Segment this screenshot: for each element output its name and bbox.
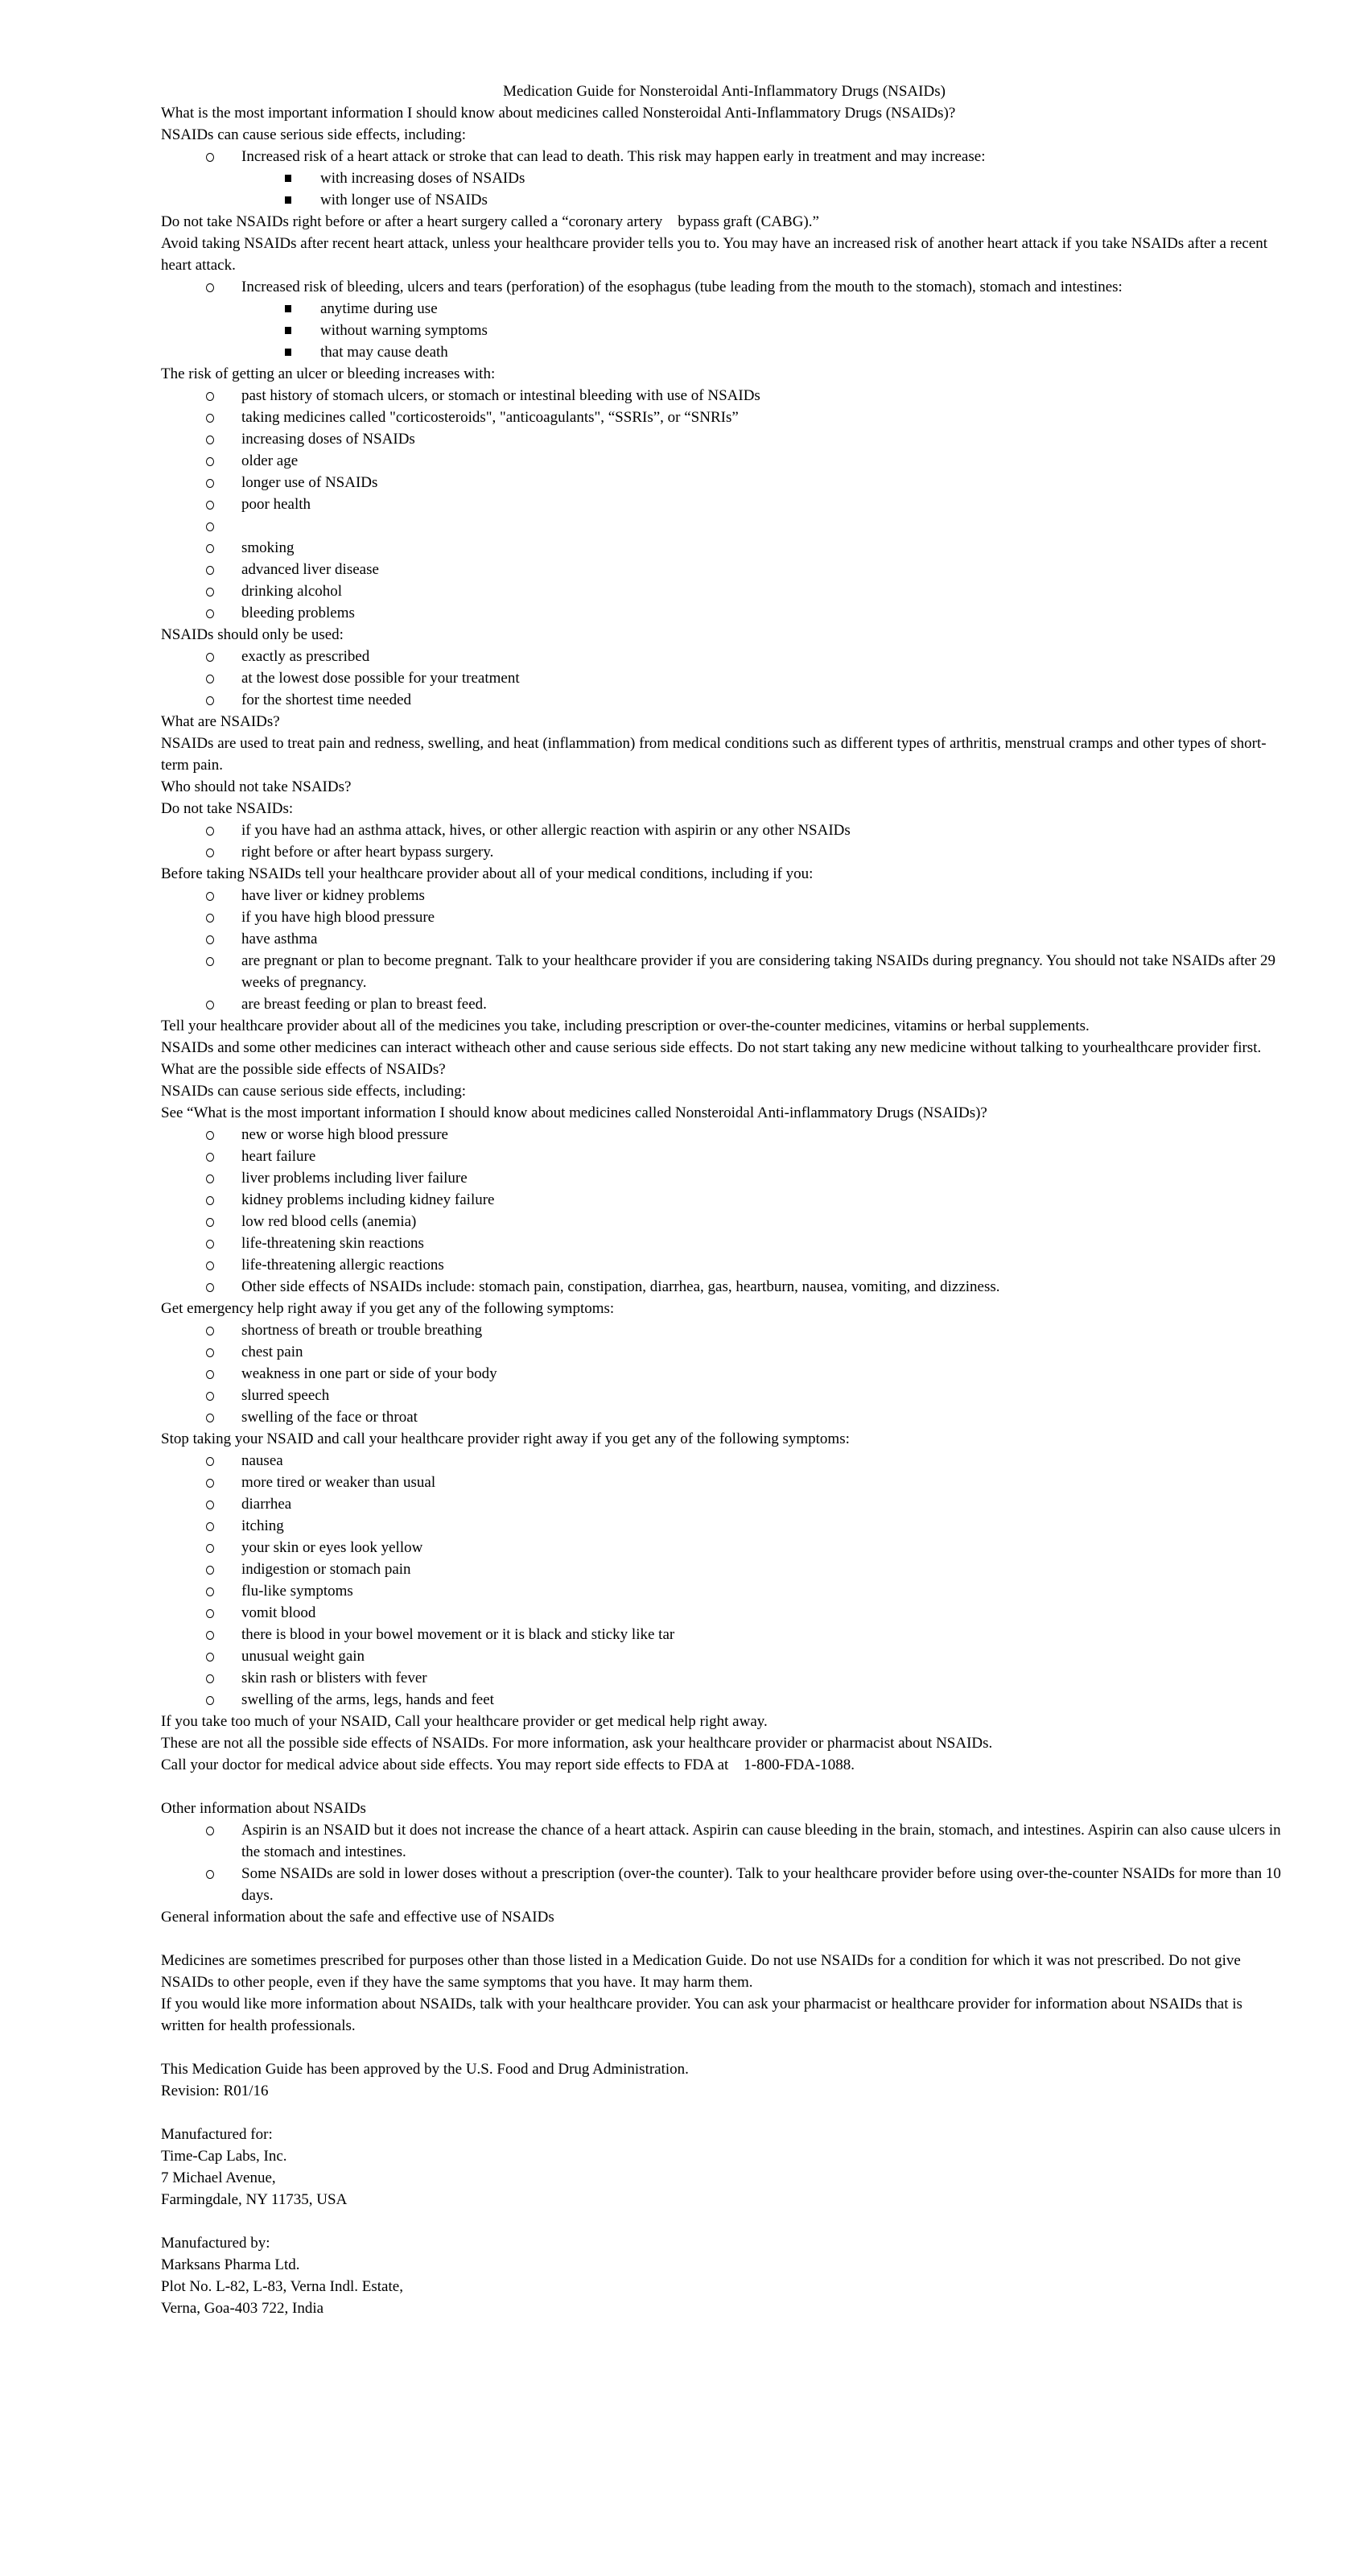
circle-bullet-icon: [206, 1327, 214, 1335]
paragraph: What are NSAIDs?: [161, 713, 280, 730]
paragraph: If you take too much of your NSAID, Call your healthcare provider or get medical help right away.: [161, 1713, 768, 1730]
bullet-text: itching: [241, 1517, 284, 1534]
bullet-item: [161, 385, 1288, 407]
bullet-text: heart failure: [241, 1148, 316, 1165]
bullet-text: older age: [241, 452, 299, 469]
bullet-text: Some NSAIDs are sold in lower doses without a prescription (over-the counter). Talk to your healthcare provider before using over-the-counter NSAIDs for more than 10 days.: [241, 1865, 1285, 1904]
bullet-item: [161, 1819, 1288, 1863]
bullet-text: more tired or weaker than usual: [241, 1474, 436, 1491]
circle-bullet-icon: [206, 479, 214, 488]
circle-bullet-icon: [206, 653, 214, 662]
bullet-item: [161, 819, 1288, 841]
bullet-text: slurred speech: [241, 1387, 330, 1404]
circle-bullet-icon: [206, 1609, 214, 1618]
bullet-item: [161, 1146, 1288, 1167]
bullet-text: drinking alcohol: [241, 583, 343, 600]
circle-bullet-icon: [206, 1414, 214, 1422]
sub-bullet-item: [161, 167, 1288, 189]
bullet-item: [161, 602, 1288, 624]
bullet-text: bleeding problems: [241, 605, 355, 621]
bullet-text: anytime during use: [320, 300, 438, 317]
circle-bullet-icon: [206, 1696, 214, 1705]
bullet-text: have liver or kidney problems: [241, 887, 425, 904]
circle-bullet-icon: [206, 914, 214, 923]
bullet-text: diarrhea: [241, 1496, 292, 1513]
circle-bullet-icon: [206, 1240, 214, 1249]
paragraph: Farmingdale, NY 11735, USA: [161, 2191, 348, 2208]
circle-bullet-icon: [206, 1566, 214, 1575]
circle-bullet-icon: [206, 544, 214, 553]
bullet-item: [161, 689, 1288, 711]
bullet-item: [161, 1645, 1288, 1667]
bullet-text: without warning symptoms: [320, 322, 488, 339]
circle-bullet-icon: [206, 827, 214, 836]
bullet-text: Aspirin is an NSAID but it does not increase the chance of a heart attack. Aspirin can cause bleeding in the brain, stomach, and intestines. Aspirin can also cause ulcers in the stomach and intestines.: [241, 1822, 1285, 1860]
blank-line: [161, 1776, 1288, 1798]
circle-bullet-icon: [206, 1653, 214, 1662]
circle-bullet-icon: [206, 1370, 214, 1379]
bullet-text: taking medicines called "corticosteroids", "anticoagulants", “SSRIs”, or “SNRIs”: [241, 409, 739, 426]
circle-bullet-icon: [206, 1522, 214, 1531]
paragraph: Do not take NSAIDs:: [161, 800, 294, 817]
bullet-item: [161, 841, 1288, 863]
circle-bullet-icon: [206, 283, 214, 292]
circle-bullet-icon: [206, 1218, 214, 1227]
paragraph: Tell your healthcare provider about all of the medicines you take, including prescription or over-the-counter medicines, vitamins or herbal supplements.: [161, 1018, 1090, 1034]
bullet-item: [161, 1385, 1288, 1406]
bullet-item: [161, 928, 1288, 950]
blank-line: [161, 2211, 1288, 2232]
circle-bullet-icon: [206, 1153, 214, 1162]
bullet-item: [161, 1363, 1288, 1385]
paragraph: These are not all the possible side effects of NSAIDs. For more information, ask your healthcare provider or pharmacist about NSAIDs.: [161, 1735, 993, 1752]
circle-bullet-icon: [206, 1348, 214, 1357]
bullet-text: poor health: [241, 496, 311, 513]
paragraph: NSAIDs and some other medicines can interact witheach other and cause serious side effects. Do not start taking any new medicine without talking to yourhealthcare provider first.: [161, 1039, 1262, 1056]
paragraph: If you would like more information about NSAIDs, talk with your healthcare provider. You can ask your pharmacist or healthcare provider for information about NSAIDs that is written for health professionals.: [161, 1996, 1246, 2034]
bullet-item: [161, 1189, 1288, 1211]
bullet-item: [161, 1232, 1288, 1254]
bullet-text: with increasing doses of NSAIDs: [320, 170, 525, 187]
paragraph: Medicines are sometimes prescribed for purposes other than those listed in a Medication Guide. Do not use NSAIDs for a condition for which it was not prescribed. Do not give NSAIDs to other people, even if they have the same symptoms that you have. It may harm them.: [161, 1952, 1245, 1991]
paragraph: Manufactured by:: [161, 2235, 270, 2252]
circle-bullet-icon: [206, 457, 214, 466]
square-bullet-icon: [285, 196, 291, 204]
bullet-item: [161, 515, 1288, 537]
circle-bullet-icon: [206, 1501, 214, 1509]
circle-bullet-icon: [206, 1174, 214, 1183]
circle-bullet-icon: [206, 1827, 214, 1835]
paragraph: Stop taking your NSAID and call your healthcare provider right away if you get any of the following symptoms:: [161, 1430, 850, 1447]
sub-bullet-item: [161, 320, 1288, 341]
bullet-text: life-threatening allergic reactions: [241, 1257, 444, 1274]
circle-bullet-icon: [206, 153, 214, 162]
paragraph: Plot No. L-82, L-83, Verna Indl. Estate,: [161, 2278, 403, 2295]
bullet-item: [161, 993, 1288, 1015]
paragraph: Do not take NSAIDs right before or after a heart surgery called a “coronary artery bypass graft (CABG).”: [161, 213, 819, 230]
bullet-text: your skin or eyes look yellow: [241, 1539, 423, 1556]
bullet-text: at the lowest dose possible for your treatment: [241, 670, 520, 687]
circle-bullet-icon: [206, 935, 214, 944]
paragraph: See “What is the most important information I should know about medicines called Nonsteroidal Anti-inflammatory Drugs (NSAIDs)?: [161, 1104, 987, 1121]
circle-bullet-icon: [206, 1001, 214, 1009]
bullet-item: [161, 667, 1288, 689]
circle-bullet-icon: [206, 1196, 214, 1205]
bullet-item: [161, 1341, 1288, 1363]
circle-bullet-icon: [206, 566, 214, 575]
bullet-item: [161, 1276, 1288, 1298]
bullet-item: [161, 146, 1288, 167]
bullet-item: [161, 646, 1288, 667]
bullet-text: kidney problems including kidney failure: [241, 1191, 495, 1208]
circle-bullet-icon: [206, 609, 214, 618]
bullet-item: [161, 885, 1288, 906]
circle-bullet-icon: [206, 892, 214, 901]
square-bullet-icon: [285, 327, 291, 334]
bullet-text: liver problems including liver failure: [241, 1170, 468, 1187]
circle-bullet-icon: [206, 501, 214, 510]
paragraph: Call your doctor for medical advice about side effects. You may report side effects to FDA at 1-800-FDA-1088.: [161, 1757, 855, 1773]
blank-line: [161, 1928, 1288, 1950]
paragraph: Time-Cap Labs, Inc.: [161, 2148, 287, 2165]
circle-bullet-icon: [206, 1631, 214, 1640]
bullet-text: chest pain: [241, 1344, 303, 1360]
square-bullet-icon: [285, 175, 291, 182]
bullet-item: [161, 428, 1288, 450]
bullet-text: weakness in one part or side of your body: [241, 1365, 497, 1382]
bullet-item: [161, 1319, 1288, 1341]
circle-bullet-icon: [206, 436, 214, 444]
bullet-item: [161, 1515, 1288, 1537]
bullet-item: [161, 1602, 1288, 1624]
bullet-text: swelling of the arms, legs, hands and feet: [241, 1691, 494, 1708]
circle-bullet-icon: [206, 1870, 214, 1879]
bullet-text: flu-like symptoms: [241, 1583, 353, 1600]
bullet-text: past history of stomach ulcers, or stomach or intestinal bleeding with use of NSAIDs: [241, 387, 760, 404]
bullet-text: are breast feeding or plan to breast feed.: [241, 996, 487, 1013]
document-title: Medication Guide for Nonsteroidal Anti-Inflammatory Drugs (NSAIDs): [503, 83, 946, 100]
bullet-text: that may cause death: [320, 344, 448, 361]
bullet-item: [161, 1537, 1288, 1558]
bullet-item: [161, 276, 1288, 298]
circle-bullet-icon: [206, 1544, 214, 1553]
bullet-text: there is blood in your bowel movement or it is black and sticky like tar: [241, 1626, 675, 1643]
circle-bullet-icon: [206, 588, 214, 597]
square-bullet-icon: [285, 305, 291, 312]
bullet-text: vomit blood: [241, 1604, 316, 1621]
paragraph: General information about the safe and effective use of NSAIDs: [161, 1909, 554, 1926]
circle-bullet-icon: [206, 1457, 214, 1466]
paragraph: This Medication Guide has been approved by the U.S. Food and Drug Administration.: [161, 2061, 689, 2078]
bullet-item: [161, 559, 1288, 580]
bullet-item: [161, 1558, 1288, 1580]
paragraph: NSAIDs should only be used:: [161, 626, 344, 643]
bullet-item: [161, 1472, 1288, 1493]
circle-bullet-icon: [206, 957, 214, 966]
sub-bullet-item: [161, 189, 1288, 211]
bullet-text: exactly as prescribed: [241, 648, 370, 665]
circle-bullet-icon: [206, 1674, 214, 1683]
bullet-item: [161, 1624, 1288, 1645]
bullet-text: nausea: [241, 1452, 283, 1469]
circle-bullet-icon: [206, 675, 214, 683]
paragraph: Avoid taking NSAIDs after recent heart attack, unless your healthcare provider tells you to. You may have an increased risk of another heart attack if you take NSAIDs after a recent heart attack.: [161, 235, 1271, 274]
circle-bullet-icon: [206, 1131, 214, 1140]
bullet-text: for the shortest time needed: [241, 691, 412, 708]
bullet-item: [161, 1124, 1288, 1146]
sub-bullet-item: [161, 298, 1288, 320]
bullet-text: Increased risk of bleeding, ulcers and tears (perforation) of the esophagus (tube leading from the mouth to the stomach), stomach and intestines:: [241, 279, 1123, 295]
circle-bullet-icon: [206, 522, 214, 531]
bullet-item: [161, 472, 1288, 493]
bullet-item: [161, 450, 1288, 472]
bullet-text: Increased risk of a heart attack or stroke that can lead to death. This risk may happen early in treatment and may increase:: [241, 148, 986, 165]
bullet-item: [161, 1211, 1288, 1232]
bullet-item: [161, 1863, 1288, 1906]
paragraph: Marksans Pharma Ltd.: [161, 2256, 300, 2273]
bullet-item: [161, 493, 1288, 515]
bullet-text: life-threatening skin reactions: [241, 1235, 424, 1252]
bullet-item: [161, 1689, 1288, 1711]
bullet-text: advanced liver disease: [241, 561, 379, 578]
bullet-text: if you have had an asthma attack, hives, or other allergic reaction with aspirin or any other NSAIDs: [241, 822, 851, 839]
paragraph: Other information about NSAIDs: [161, 1800, 366, 1817]
circle-bullet-icon: [206, 1479, 214, 1488]
bullet-text: are pregnant or plan to become pregnant. Talk to your healthcare provider if you are considering taking NSAIDs during pregnancy. You should not take NSAIDs after 29 weeks of pregnancy.: [241, 952, 1279, 991]
circle-bullet-icon: [206, 1261, 214, 1270]
circle-bullet-icon: [206, 1283, 214, 1292]
bullet-item: [161, 1167, 1288, 1189]
paragraph: The risk of getting an ulcer or bleeding increases with:: [161, 365, 496, 382]
bullet-text: low red blood cells (anemia): [241, 1213, 417, 1230]
circle-bullet-icon: [206, 1392, 214, 1401]
paragraph: What are the possible side effects of NSAIDs?: [161, 1061, 446, 1078]
bullet-item: [161, 950, 1288, 993]
bullet-text: shortness of breath or trouble breathing: [241, 1322, 483, 1339]
bullet-item: [161, 906, 1288, 928]
bullet-item: [161, 1667, 1288, 1689]
bullet-text: right before or after heart bypass surgery.: [241, 844, 494, 861]
bullet-item: [161, 1450, 1288, 1472]
bullet-text: skin rash or blisters with fever: [241, 1670, 427, 1686]
bullet-item: [161, 580, 1288, 602]
bullet-text: if you have high blood pressure: [241, 909, 435, 926]
bullet-item: [161, 407, 1288, 428]
bullet-item: [161, 1406, 1288, 1428]
bullet-text: smoking: [241, 539, 295, 556]
bullet-text: unusual weight gain: [241, 1648, 365, 1665]
paragraph: NSAIDs are used to treat pain and redness, swelling, and heat (inflammation) from medical conditions such as different types of arthritis, menstrual cramps and other types of short-term pain.: [161, 735, 1267, 774]
paragraph: Who should not take NSAIDs?: [161, 778, 352, 795]
circle-bullet-icon: [206, 414, 214, 423]
bullet-text: longer use of NSAIDs: [241, 474, 378, 491]
paragraph: NSAIDs can cause serious side effects, including:: [161, 126, 467, 143]
bullet-text: with longer use of NSAIDs: [320, 192, 488, 208]
bullet-text: Other side effects of NSAIDs include: stomach pain, constipation, diarrhea, gas, heartburn, nausea, vomiting, and dizziness.: [241, 1278, 1000, 1295]
circle-bullet-icon: [206, 696, 214, 705]
bullet-item: [161, 1493, 1288, 1515]
blank-line: [161, 2102, 1288, 2124]
bullet-item: [161, 537, 1288, 559]
paragraph: 7 Michael Avenue,: [161, 2169, 276, 2186]
bullet-text: new or worse high blood pressure: [241, 1126, 448, 1143]
circle-bullet-icon: [206, 848, 214, 857]
bullet-text: have asthma: [241, 931, 318, 947]
paragraph: Get emergency help right away if you get any of the following symptoms:: [161, 1300, 615, 1317]
bullet-item: [161, 1580, 1288, 1602]
blank-line: [161, 2037, 1288, 2058]
paragraph: What is the most important information I should know about medicines called Nonsteroidal Anti-Inflammatory Drugs (NSAIDs)?: [161, 105, 956, 122]
bullet-item: [161, 1254, 1288, 1276]
paragraph: Verna, Goa-403 722, India: [161, 2300, 324, 2317]
paragraph: Manufactured for:: [161, 2126, 273, 2143]
circle-bullet-icon: [206, 392, 214, 401]
bullet-text: indigestion or stomach pain: [241, 1561, 411, 1578]
circle-bullet-icon: [206, 1587, 214, 1596]
bullet-text: increasing doses of NSAIDs: [241, 431, 415, 448]
paragraph: Before taking NSAIDs tell your healthcare provider about all of your medical conditions, including if you:: [161, 865, 814, 882]
sub-bullet-item: [161, 341, 1288, 363]
paragraph: Revision: R01/16: [161, 2083, 269, 2099]
bullet-text: swelling of the face or throat: [241, 1409, 418, 1426]
square-bullet-icon: [285, 349, 291, 356]
paragraph: NSAIDs can cause serious side effects, including:: [161, 1083, 467, 1100]
